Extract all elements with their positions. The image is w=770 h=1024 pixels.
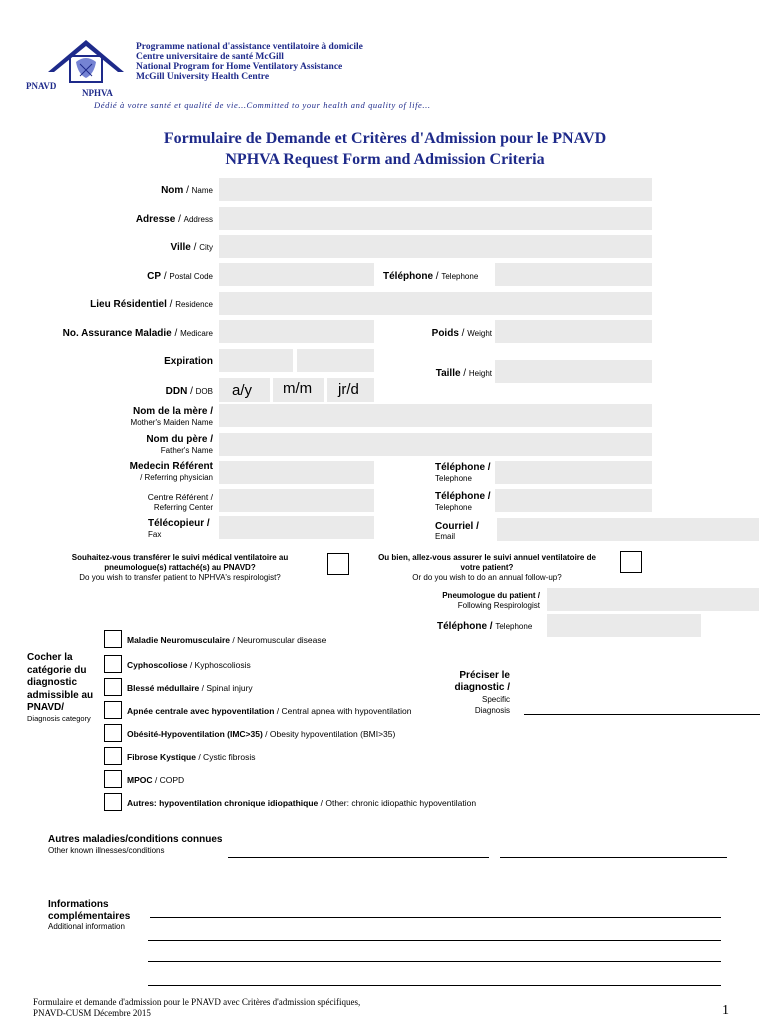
diag-heading-3: diagnostic [27,677,78,688]
pneumo-en: Following Respirologist [457,601,540,610]
assurance-field[interactable] [219,320,374,343]
diag-heading-2: catégorie du [27,664,87,676]
cp-label: CP / Postal Code [147,271,213,282]
preciser-line-1: Préciser le [459,670,510,681]
q2-en: Or do you wish to do an annual follow-up? [412,573,562,582]
cp-field[interactable] [219,263,374,286]
medecin-field[interactable] [219,461,374,484]
diag-item-blesse: Blessé médullaire / Spinal injury [127,683,253,693]
pneumo-field[interactable] [547,588,759,611]
transfer-checkbox[interactable] [327,553,349,575]
title-line-2: NPHVA Request Form and Admission Criteria [225,151,545,168]
ville-field[interactable] [219,235,652,258]
diag-item-obesite: Obésité-Hypoventilation (IMC>35) / Obesity hypoventilation (BMI>35) [127,729,396,739]
expiration-label: Expiration [164,356,213,367]
lieu-label: Lieu Résidentiel / Residence [90,299,213,310]
diag-item-cyphoscoliose: Cyphoscoliose / Kyphoscoliosis [127,660,251,670]
mere-field[interactable] [219,404,652,427]
nom-label: Nom / Name [161,185,213,196]
lieu-field[interactable] [219,292,652,315]
preciser-en-1: Specific [481,695,510,704]
pneumo-tel-label: Téléphone / Telephone [437,621,533,632]
autres-label: Autres maladies/conditions connues [48,834,223,845]
footer-line-1: Formulaire et demande d'admission pour le PNAVD avec Critères d'admission spécifiques, [33,997,361,1007]
taille-label: Taille / Height [435,368,492,379]
transfer-question-1 [40,553,320,583]
diag-checkbox-cyphoscoliose[interactable] [104,655,122,673]
telephone2-label: Téléphone / Telephone [435,462,491,483]
diag-item-fibrose: Fibrose Kystique / Cystic fibrosis [127,752,256,762]
diag-heading-5: PNAVD/ [27,702,65,713]
courriel-en: Email [435,532,456,541]
info-line-2: complémentaires [48,911,131,922]
q1-fr-line-1: Souhaitez-vous transférer le suivi médical ventilatoire au [71,553,289,562]
telephone3-field[interactable] [495,489,652,512]
page-number: 1 [722,1003,729,1018]
ddn-month-hint: m/m [283,380,313,397]
taille-field[interactable] [495,360,652,383]
followup-checkbox[interactable] [620,551,642,573]
autres-line-2[interactable] [500,857,727,858]
preciser-line-2: diagnostic / [454,682,510,693]
diag-item-apnee: Apnée centrale avec hypoventilation / Central apnea with hypoventilation [127,706,412,716]
tagline: Dédié à votre santé et qualité de vie...Committed to your health and quality of life... [94,100,431,110]
diag-item-neuromusculaire: Maladie Neuromusculaire / Neuromuscular disease [127,635,327,645]
org-name-block [136,42,363,82]
telephone-label: Téléphone / Telephone [383,271,479,282]
ddn-year-hint: a/y [232,382,253,399]
info-line-1: Informations [48,899,109,910]
org-line-2: Centre universitaire de santé McGill [136,52,284,62]
diag-checkbox-fibrose[interactable] [104,747,122,765]
diag-checkbox-autres[interactable] [104,793,122,811]
autres-line-1[interactable] [228,857,489,858]
pneumo-label [380,591,540,611]
pere-field[interactable] [219,433,652,456]
org-line-4: McGill University Health Centre [136,72,270,82]
diag-checkbox-blesse[interactable] [104,678,122,696]
poids-label: Poids / Weight [431,328,492,339]
telecopieur-fr: Télécopieur / [148,518,210,529]
preciser-en [430,694,510,716]
info-line-b[interactable] [148,940,721,941]
telephone2-field[interactable] [495,461,652,484]
pneumo-tel-field[interactable] [547,614,701,637]
telephone3-label: Téléphone / Telephone [435,491,491,512]
telephone-field[interactable] [495,263,652,286]
centre-field[interactable] [219,489,374,512]
transfer-question-2 [356,553,618,583]
diagnosis-heading [27,652,93,715]
specific-diagnosis-line[interactable] [524,714,760,715]
q2-fr-line-2: votre patient? [460,563,514,572]
ddn-label: DDN / DOB [165,386,213,397]
info-line-a[interactable] [150,917,721,918]
preciser-label [420,670,510,694]
adresse-field[interactable] [219,207,652,230]
diag-checkbox-mpoc[interactable] [104,770,122,788]
info-label-en: Additional information [48,922,125,931]
pneumo-fr: Pneumologue du patient / [442,591,540,600]
info-line-d[interactable] [148,985,721,986]
diag-item-autres: Autres: hypoventilation chronique idiopathique / Other: chronic idiopathic hypoventilation [127,798,477,808]
courriel-fr: Courriel / [435,521,479,532]
autres-label-en: Other known illnesses/conditions [48,846,165,855]
title-line-1: Formulaire de Demande et Critères d'Admission pour le PNAVD [163,130,607,147]
diag-checkbox-neuromusculaire[interactable] [104,630,122,648]
footer-line-2: PNAVD-CUSM Décembre 2015 [33,1008,151,1018]
expiration-year-field[interactable] [297,349,374,372]
q1-en: Do you wish to transfer patient to NPHVA's respirologist? [79,573,281,582]
adresse-label: Adresse / Address [135,214,213,225]
courriel-field[interactable] [497,518,759,541]
preciser-en-2: Diagnosis [474,706,510,715]
org-line-1: Programme national d'assistance ventilatoire à domicile [136,42,363,52]
assurance-label: No. Assurance Maladie / Medicare [62,328,213,339]
logo-text: PNAVD [26,81,57,91]
q2-fr-line-1: Ou bien, allez-vous assurer le suivi annuel ventilatoire de [378,553,596,562]
diagnosis-heading-en: Diagnosis category [27,714,91,723]
diag-checkbox-apnee[interactable] [104,701,122,719]
poids-field[interactable] [495,320,652,343]
footer [33,997,360,1019]
logo-subtext: NPHVA [82,88,113,98]
ville-label: Ville / City [170,242,213,253]
pere-label: Nom du père / Father's Name [146,434,213,455]
ddn-day-hint: jr/d [338,381,359,398]
diag-item-mpoc: MPOC / COPD [127,775,185,785]
telecopieur-en: Fax [148,530,162,539]
info-label [48,899,130,923]
info-line-c[interactable] [148,961,721,962]
q1-fr-line-2: pneumologue(s) rattaché(s) au PNAVD? [104,563,256,572]
mere-label: Nom de la mère / Mother's Maiden Name [130,406,213,427]
medecin-label: Medecin Référent / Referring physician [129,461,213,482]
centre-label: Centre Référent / Referring Center [147,492,213,512]
diag-heading-4: admissible au [27,689,94,701]
telecopieur-field[interactable] [219,516,374,539]
expiration-month-field[interactable] [219,349,293,372]
org-line-3: National Program for Home Ventilatory Assistance [136,62,343,72]
page-title [0,128,770,170]
diag-checkbox-obesite[interactable] [104,724,122,742]
nom-field[interactable] [219,178,652,201]
diag-heading-1: Cocher la [27,652,73,663]
